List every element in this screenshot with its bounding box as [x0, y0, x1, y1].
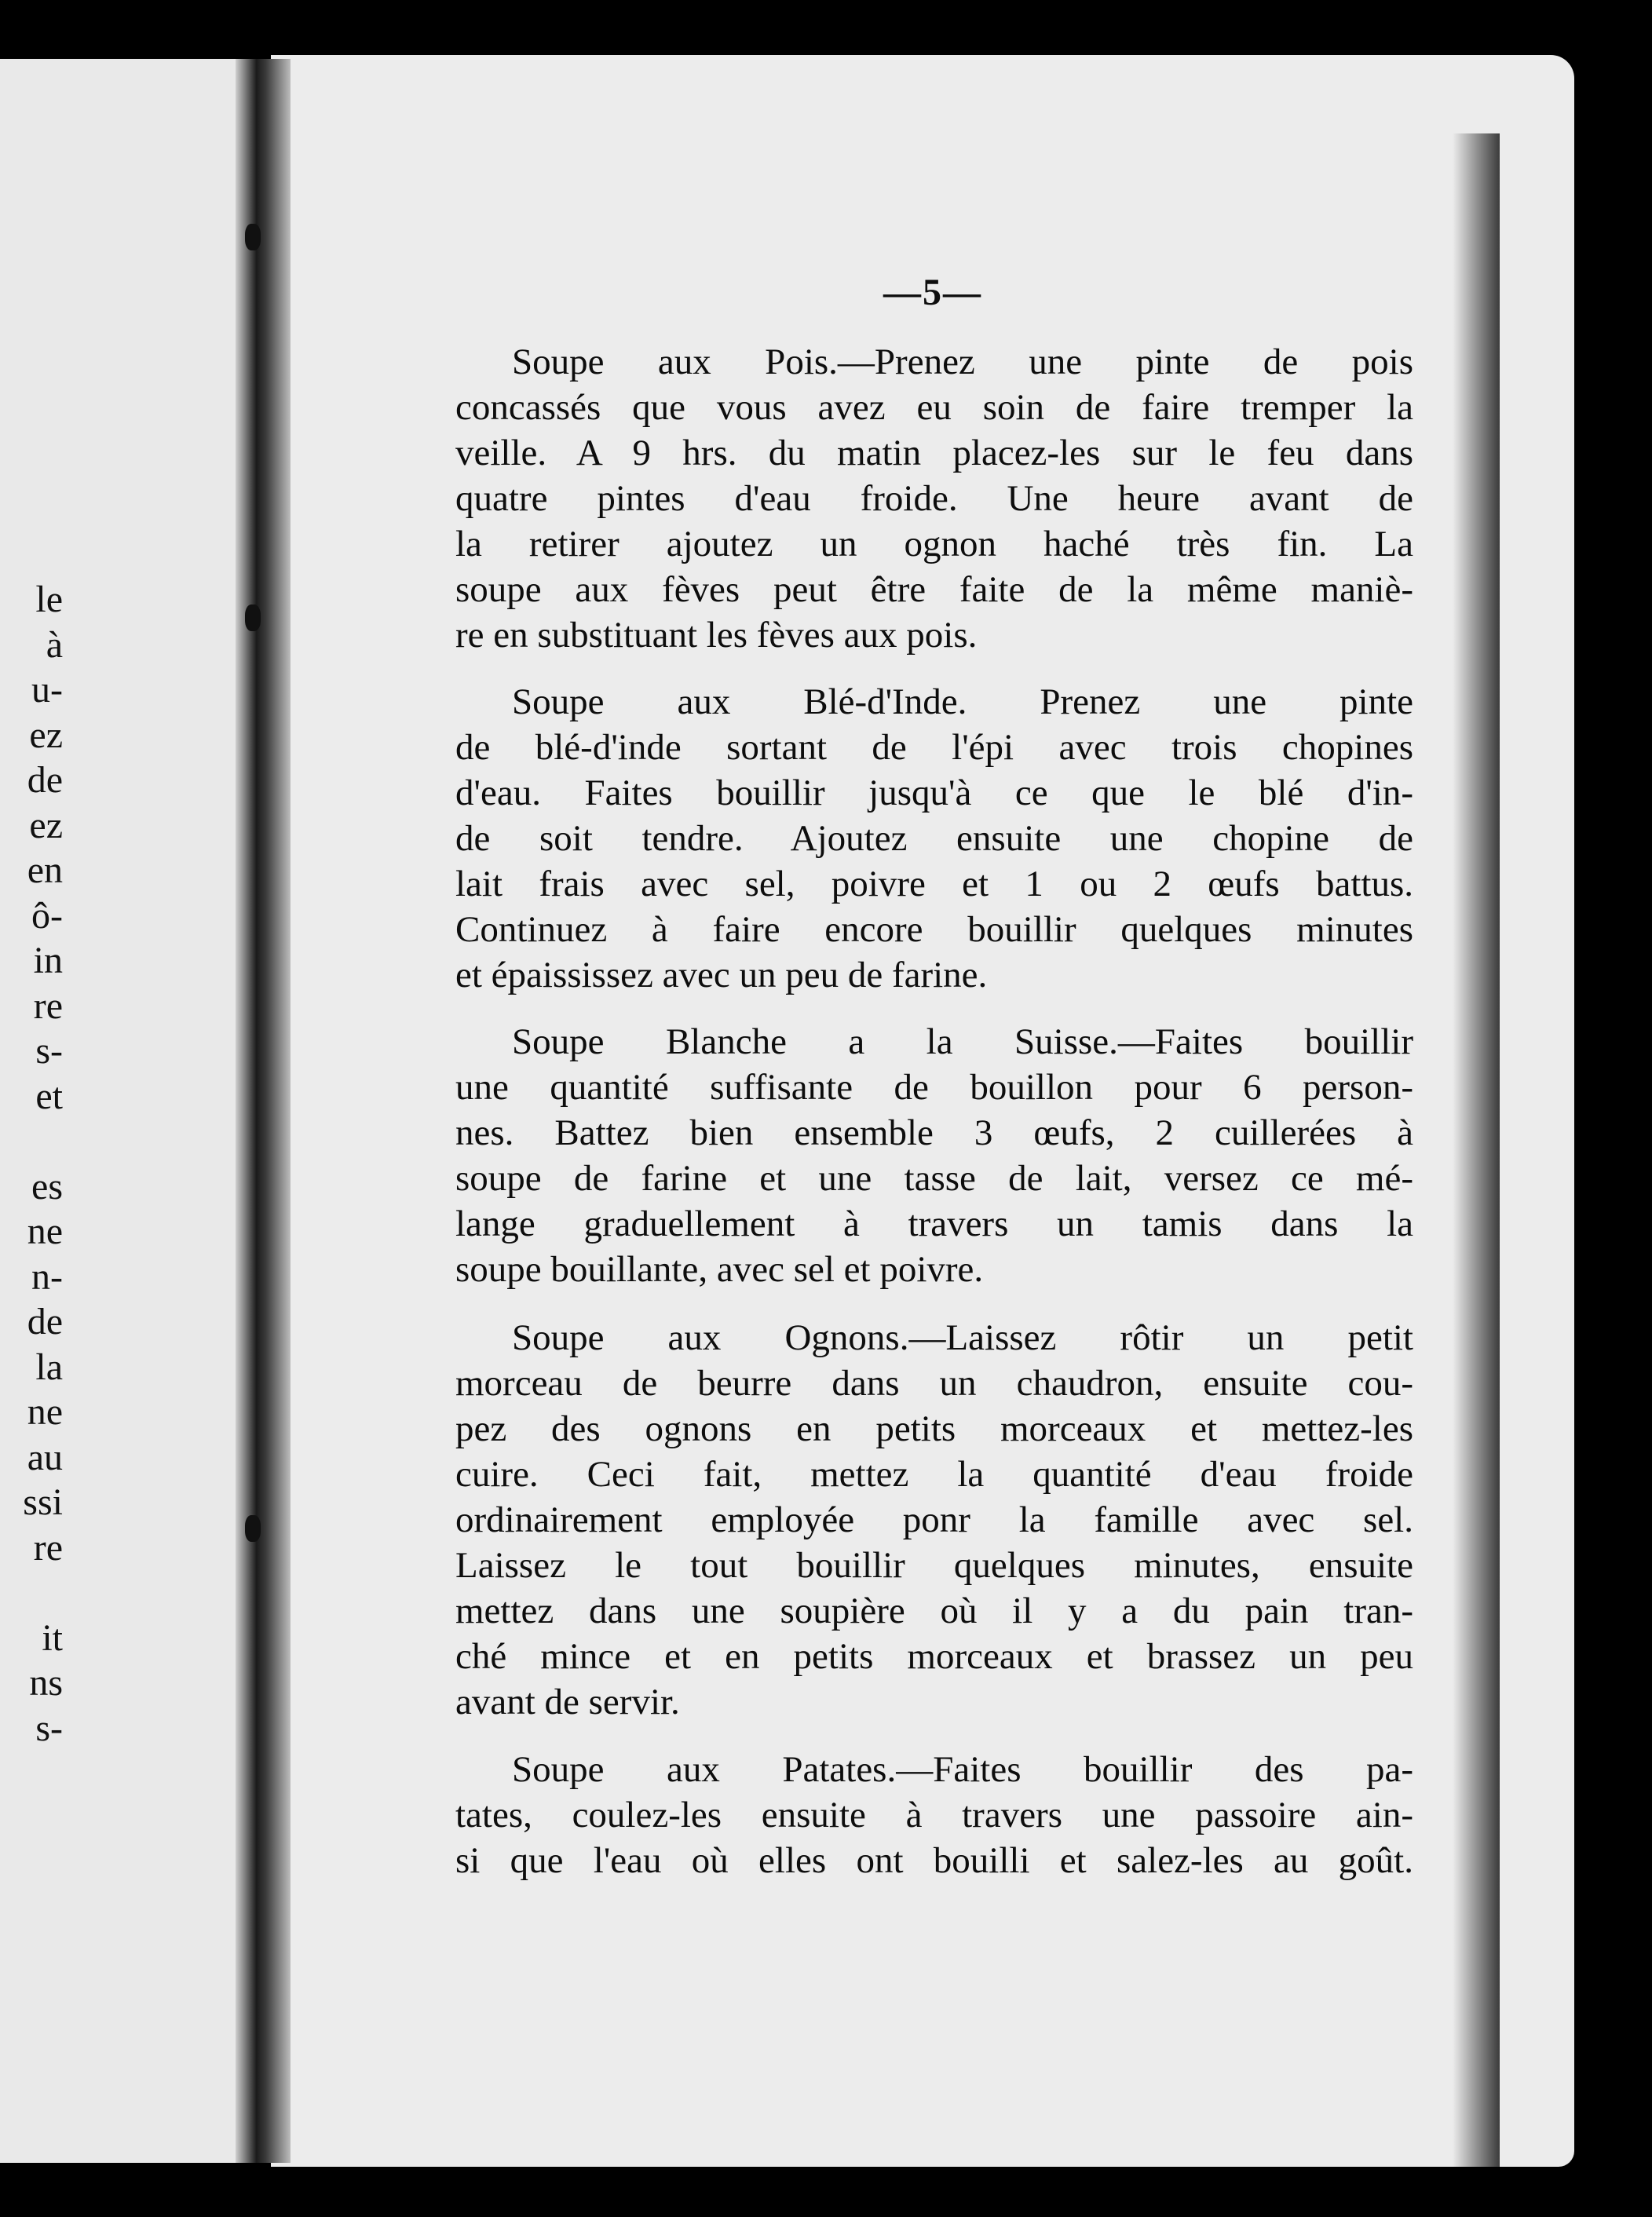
- left-fragment: et: [35, 1075, 63, 1117]
- left-fragment: it: [42, 1616, 63, 1659]
- binding-stitch: [245, 604, 261, 631]
- recipe-line: morceau de beurre dans un chaudron, ensuite cou-: [455, 1363, 1413, 1404]
- recipe-line: une quantité suffisante de bouillon pour 6 person-: [455, 1067, 1413, 1108]
- recipe-line: d'eau. Faites bouillir jusqu'à ce que le blé d'in-: [455, 772, 1413, 813]
- left-fragment: ez: [29, 714, 63, 756]
- recipe-line: Soupe aux Blé-d'Inde. Prenez une pinte: [512, 681, 1413, 722]
- left-fragment: ez: [29, 804, 63, 846]
- recipe-line: Soupe aux Patates.—Faites bouillir des pa-: [512, 1749, 1413, 1790]
- left-page-text-fragments: [0, 577, 63, 1751]
- recipe-line: ordinairement employée ponr la famille avec sel.: [455, 1499, 1413, 1540]
- recipe-line: soupe bouillante, avec sel et poivre.: [455, 1249, 984, 1290]
- left-fragment: s-: [35, 1030, 63, 1072]
- recipe-line: soupe aux fèves peut être faite de la même maniè-: [455, 569, 1413, 610]
- left-fragment: de: [27, 1301, 63, 1342]
- left-fragment: u-: [31, 669, 63, 710]
- recipe-line: nes. Battez bien ensemble 3 œufs, 2 cuillerées à: [455, 1112, 1413, 1153]
- recipe-line: Soupe Blanche a la Suisse.—Faites bouillir: [512, 1021, 1413, 1062]
- left-fragment: [0, 1119, 63, 1164]
- left-fragment: de: [27, 759, 63, 801]
- left-fragment: le: [35, 579, 63, 620]
- recipe-line: mettez dans une soupière où il y a du pain tran-: [455, 1591, 1413, 1631]
- recipe-line: ché mince et en petits morceaux et brassez un peu: [455, 1636, 1413, 1677]
- page-edge-shadow: [1453, 133, 1500, 2206]
- recipe-line: re en substituant les fèves aux pois.: [455, 615, 978, 656]
- recipe-soupe-aux-ble-d-inde: [455, 679, 1413, 998]
- recipe-line: lait frais avec sel, poivre et 1 ou 2 œufs battus.: [455, 864, 1413, 904]
- recipe-line: cuire. Ceci fait, mettez la quantité d'eau froide: [455, 1454, 1413, 1495]
- recipe-soupe-aux-ognons: [455, 1315, 1413, 1725]
- left-fragment: re: [33, 1526, 63, 1569]
- left-fragment: ssi: [23, 1481, 63, 1523]
- recipe-line: Soupe aux Ognons.—Laissez rôtir un petit: [512, 1317, 1413, 1358]
- recipe-line: avant de servir.: [455, 1682, 680, 1722]
- book-gutter: [236, 59, 291, 2163]
- left-fragment: au: [27, 1436, 63, 1478]
- binding-stitch: [245, 224, 261, 250]
- left-fragment: ne: [27, 1391, 63, 1433]
- binding-stitch: [245, 1515, 261, 1542]
- left-fragment: [0, 1570, 63, 1616]
- recipe-line: Soupe aux Pois.—Prenez une pinte de pois: [512, 341, 1413, 382]
- recipe-line: Laissez le tout bouillir quelques minutes, ensuite: [455, 1545, 1413, 1586]
- left-fragment: ô-: [31, 894, 63, 937]
- recipe-soupe-aux-patates: [455, 1747, 1413, 1883]
- recipe-line: et épaississez avec un peu de farine.: [455, 955, 988, 995]
- recipe-line: concassés que vous avez eu soin de faire tremper la: [455, 387, 1413, 428]
- recipe-line: de soit tendre. Ajoutez ensuite une chopine de: [455, 818, 1413, 859]
- left-fragment: ne: [27, 1211, 63, 1252]
- recipe-line: soupe de farine et une tasse de lait, versez ce mé-: [455, 1158, 1413, 1199]
- page-number: —5—: [883, 272, 982, 313]
- left-fragment: s-: [35, 1707, 63, 1749]
- recipe-line: si que l'eau où elles ont bouilli et salez-les au goût.: [455, 1840, 1413, 1881]
- recipe-soupe-aux-pois: [455, 339, 1413, 658]
- recipe-line: de blé-d'inde sortant de l'épi avec trois chopines: [455, 727, 1413, 768]
- recipe-line: Continuez à faire encore bouillir quelques minutes: [455, 909, 1413, 950]
- recipe-line: quatre pintes d'eau froide. Une heure avant de: [455, 478, 1413, 519]
- recipe-line: tates, coulez-les ensuite à travers une passoire ain-: [455, 1795, 1413, 1835]
- recipe-soupe-blanche-a-la-suisse: [455, 1019, 1413, 1292]
- left-fragment: en: [27, 849, 63, 891]
- recipe-line: la retirer ajoutez un ognon haché très fin. La: [455, 524, 1413, 564]
- recipe-line: lange graduellement à travers un tamis dans la: [455, 1203, 1413, 1244]
- left-fragment: n-: [31, 1255, 63, 1298]
- left-fragment: es: [31, 1165, 63, 1207]
- recipe-line: pez des ognons en petits morceaux et mettez-les: [455, 1408, 1413, 1449]
- recipe-line: veille. A 9 hrs. du matin placez-les sur le feu dans: [455, 433, 1413, 473]
- left-fragment: à: [46, 623, 63, 666]
- left-fragment: re: [33, 984, 63, 1027]
- left-fragment: in: [33, 940, 63, 981]
- left-fragment: ns: [29, 1662, 63, 1704]
- left-fragment: la: [35, 1346, 63, 1388]
